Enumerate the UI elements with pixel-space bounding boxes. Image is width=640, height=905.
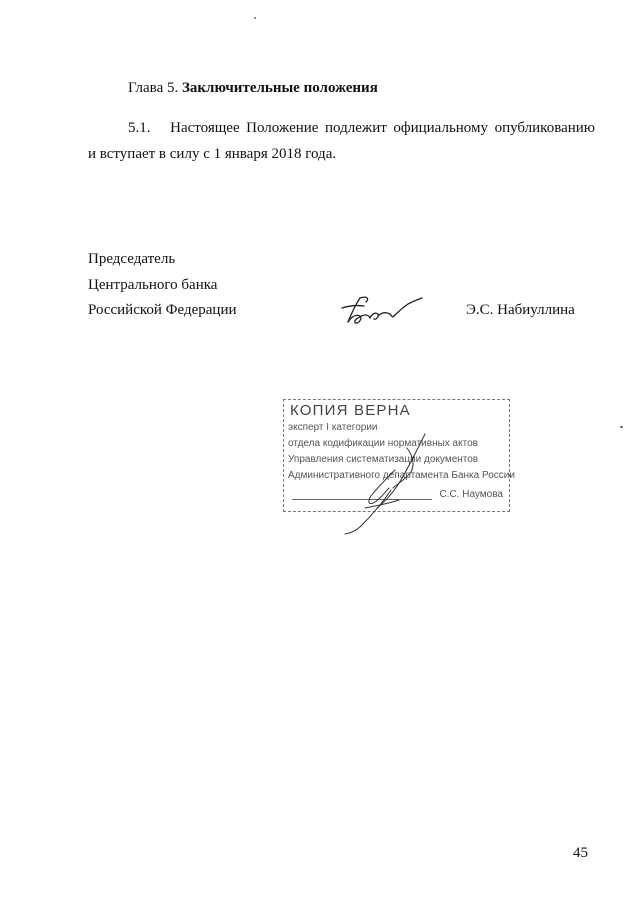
position-title-line3: Российской Федерации	[88, 302, 237, 318]
chapter-title: Заключительные положения	[181, 80, 378, 96]
stamp-title: КОПИЯ ВЕРНА	[290, 402, 411, 419]
handwritten-signature	[338, 290, 430, 330]
stamp-division: отдела кодификации нормативных актов	[288, 438, 478, 449]
chapter-prefix: Глава 5.	[128, 80, 179, 96]
signer-name: Э.С. Набиуллина	[466, 302, 575, 318]
position-title-line2: Центрального банка	[88, 277, 218, 293]
stamp-signer-name: С.С. Наумова	[439, 489, 503, 500]
stamp-department: Управления систематизации документов	[288, 454, 479, 465]
stamp-organization: Административного департамента Банка России	[288, 470, 515, 481]
paragraph-number: 5.1.	[128, 120, 151, 136]
stamp-position: эксперт I категории	[288, 422, 378, 433]
paragraph-second-line: и вступает в силу с 1 января 2018 года.	[88, 146, 337, 162]
paragraph-first-line	[128, 118, 595, 138]
page-number: 45	[573, 845, 588, 861]
position-title-line1: Председатель	[88, 251, 176, 267]
scan-speck	[620, 426, 623, 428]
scan-speck	[254, 17, 256, 19]
paragraph-line1: Настоящее Положение подлежит официальному опубликованию	[170, 120, 595, 136]
stamp-signature	[335, 430, 445, 535]
chapter-heading	[128, 78, 378, 98]
